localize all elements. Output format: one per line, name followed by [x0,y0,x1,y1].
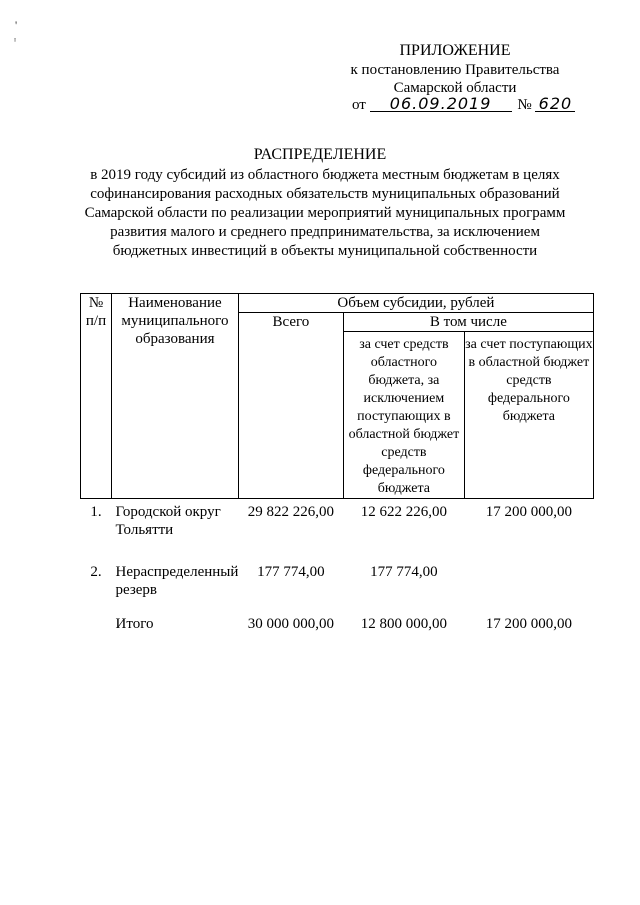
table-row [81,499,594,564]
row-regional: 12 800 000,00 [360,616,448,632]
row-federal: 17 200 000,00 [485,616,573,632]
header-name: Наименование муниципального образования [112,294,239,499]
row-total: 29 822 226,00 [247,504,335,520]
date-prefix: от [352,97,366,113]
document-title: РАСПРЕДЕЛЕНИЕ [253,146,387,163]
row-name: Городской округ Тольятти [115,504,221,538]
row-name: Итого [115,616,154,632]
row-total: 177 774,00 [257,564,325,580]
row-federal: 17 200 000,00 [485,504,573,520]
header-including: В том числе [343,313,593,332]
row-total: 30 000 000,00 [247,616,335,632]
subsidy-table [80,293,594,633]
row-federal [464,563,593,615]
header-regional: за счет средств областного бюджета, за исключением поступающих в областной бюджет средств федерального бюджета [343,332,464,499]
number-prefix: № [517,97,532,113]
row-num: 1. [90,504,102,520]
appendix-line-1: к постановлению Правительства [350,62,560,78]
margin-mark: ' [15,18,18,32]
appendix-heading: ПРИЛОЖЕНИЕ [399,42,511,59]
margin-mark: ᶦ [14,34,16,48]
table-header-row [81,294,594,313]
table-row [81,563,594,615]
row-num: 2. [90,564,102,580]
header-federal: за счет поступающих в областной бюджет средств федерального бюджета [464,332,593,499]
table-row-total [81,615,594,633]
header-total: Всего [238,313,343,499]
row-name: Нераспределенный резерв [115,564,239,598]
header-num: № п/п [81,294,112,499]
row-regional: 177 774,00 [370,564,438,580]
row-num [81,615,112,633]
row-regional: 12 622 226,00 [360,504,448,520]
decree-number: 620 [535,96,575,112]
document-subtitle: в 2019 году субсидий из областного бюджета местным бюджетам в целях софинансирования расходных обязательств муниципальных образований Самарской области по реализации мероприятий муниципальных программ развития малого и среднего предпринимательства, за исключением бюджетных инвестиций в объекты муниципальной собственности [84,167,566,259]
decree-date: 06.09.2019 [370,96,512,112]
header-volume: Объем субсидии, рублей [238,294,593,313]
appendix-line-2: Самарской области [393,80,517,96]
decree-date-line [352,96,575,114]
